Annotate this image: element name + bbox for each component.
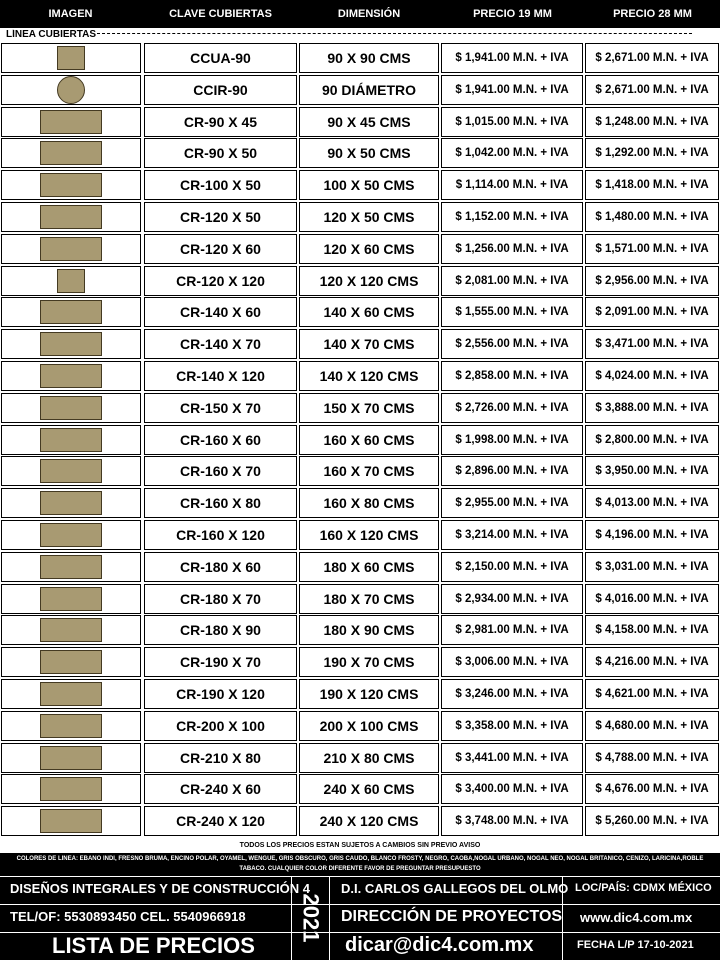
price-28mm: $ 4,196.00 M.N. + IVA [585,520,719,550]
product-image-cell [1,170,141,200]
location: LOC/PAÍS: CDMX MÉXICO [575,882,712,894]
product-image-cell [1,75,141,105]
product-key: CR-140 X 70 [144,329,297,359]
price-19mm: $ 2,150.00 M.N. + IVA [441,552,583,582]
product-thumbnail [40,491,102,515]
product-dimension: 240 X 120 CMS [299,806,439,836]
product-key: CR-140 X 120 [144,361,297,391]
product-thumbnail [40,777,102,801]
price-19mm: $ 3,214.00 M.N. + IVA [441,520,583,550]
table-row [0,520,720,550]
product-thumbnail [57,76,85,104]
footer-divider [0,876,720,877]
price-19mm: $ 3,400.00 M.N. + IVA [441,774,583,804]
table-row [0,743,720,773]
product-key: CR-180 X 60 [144,552,297,582]
colors-note: COLORES DE LINEA: EBANO INDI, FRESNO BRUMA, ENCINO POLAR, OYAMEL, WENGUE, GRIS OBSCURO, GRIS CAUDO, BLANCO FROSTY, NEGRO, CAOBA,NOGAL URBANO, NOGAL NEO, NOGAL BRITANICO, CENIZO, LARICINA,ROBLE TABACO. CUALQUIER COLOR DIFERENTE FAVOR DE PREGUNTAR PRESUPUESTO [16,856,704,872]
product-thumbnail [40,173,102,197]
product-thumbnail [40,714,102,738]
product-image-cell [1,456,141,486]
product-image-cell [1,107,141,137]
product-key: CR-160 X 60 [144,425,297,455]
product-dimension: 120 X 50 CMS [299,202,439,232]
product-key: CR-120 X 50 [144,202,297,232]
price-19mm: $ 1,998.00 M.N. + IVA [441,425,583,455]
product-thumbnail [40,459,102,483]
footer-divider [0,904,720,905]
table-row [0,615,720,645]
table-row [0,266,720,296]
product-dimension: 190 X 70 CMS [299,647,439,677]
product-dimension: 140 X 120 CMS [299,361,439,391]
product-image-cell [1,234,141,264]
product-key: CR-190 X 120 [144,679,297,709]
product-thumbnail [40,555,102,579]
product-image-cell [1,361,141,391]
product-image-cell [1,615,141,645]
product-key: CR-160 X 80 [144,488,297,518]
product-key: CR-240 X 120 [144,806,297,836]
price-19mm: $ 1,555.00 M.N. + IVA [441,297,583,327]
product-dimension: 190 X 120 CMS [299,679,439,709]
table-row [0,425,720,455]
table-row [0,711,720,741]
price-28mm: $ 2,671.00 M.N. + IVA [585,43,719,73]
product-image-cell [1,552,141,582]
price-19mm: $ 1,941.00 M.N. + IVA [441,43,583,73]
product-dimension: 160 X 70 CMS [299,456,439,486]
section-divider [97,33,692,34]
website-link[interactable]: www.dic4.com.mx [580,910,693,925]
price-19mm: $ 1,015.00 M.N. + IVA [441,107,583,137]
product-image-cell [1,297,141,327]
product-image-cell [1,43,141,73]
price-28mm: $ 4,788.00 M.N. + IVA [585,743,719,773]
price-28mm: $ 2,800.00 M.N. + IVA [585,425,719,455]
table-row [0,234,720,264]
price-19mm: $ 3,006.00 M.N. + IVA [441,647,583,677]
product-key: CR-100 X 50 [144,170,297,200]
price-28mm: $ 4,158.00 M.N. + IVA [585,615,719,645]
price-28mm: $ 1,571.00 M.N. + IVA [585,234,719,264]
email-link[interactable]: dicar@dic4.com.mx [345,934,534,956]
price-28mm: $ 4,216.00 M.N. + IVA [585,647,719,677]
price-19mm: $ 2,934.00 M.N. + IVA [441,584,583,614]
section-title [6,29,692,43]
price-28mm: $ 2,671.00 M.N. + IVA [585,75,719,105]
price-19mm: $ 2,081.00 M.N. + IVA [441,266,583,296]
product-key: CR-150 X 70 [144,393,297,423]
price-19mm: $ 2,896.00 M.N. + IVA [441,456,583,486]
department-name: DIRECCIÓN DE PROYECTOS [341,908,563,925]
product-dimension: 160 X 60 CMS [299,425,439,455]
price-28mm: $ 1,480.00 M.N. + IVA [585,202,719,232]
price-28mm: $ 3,950.00 M.N. + IVA [585,456,719,486]
price-19mm: $ 2,858.00 M.N. + IVA [441,361,583,391]
footer-divider [329,876,330,960]
product-thumbnail [40,364,102,388]
product-image-cell [1,202,141,232]
price-28mm: $ 3,471.00 M.N. + IVA [585,329,719,359]
product-image-cell [1,488,141,518]
product-key: CR-160 X 70 [144,456,297,486]
table-row [0,361,720,391]
product-key: CCUA-90 [144,43,297,73]
product-thumbnail [40,205,102,229]
product-key: CR-90 X 50 [144,138,297,168]
product-key: CR-180 X 70 [144,584,297,614]
product-thumbnail [40,650,102,674]
price-19mm: $ 2,556.00 M.N. + IVA [441,329,583,359]
product-key: CR-120 X 120 [144,266,297,296]
price-19mm: $ 1,941.00 M.N. + IVA [441,75,583,105]
product-thumbnail [40,237,102,261]
product-thumbnail [40,523,102,547]
table-row [0,170,720,200]
price-19mm: $ 3,748.00 M.N. + IVA [441,806,583,836]
table-row [0,584,720,614]
product-image-cell [1,679,141,709]
product-thumbnail [40,587,102,611]
product-image-cell [1,520,141,550]
product-dimension: 180 X 70 CMS [299,584,439,614]
product-key: CCIR-90 [144,75,297,105]
price-19mm: $ 3,246.00 M.N. + IVA [441,679,583,709]
product-key: CR-120 X 60 [144,234,297,264]
price-19mm: $ 1,114.00 M.N. + IVA [441,170,583,200]
product-key: CR-160 X 120 [144,520,297,550]
product-dimension: 120 X 120 CMS [299,266,439,296]
header-image: IMAGEN [48,8,93,20]
price-19mm: $ 1,042.00 M.N. + IVA [441,138,583,168]
product-image-cell [1,774,141,804]
price-28mm: $ 2,956.00 M.N. + IVA [585,266,719,296]
price-19mm: $ 1,152.00 M.N. + IVA [441,202,583,232]
product-dimension: 90 X 90 CMS [299,43,439,73]
year-text: 2021 [298,893,324,943]
table-row [0,806,720,836]
price-19mm: $ 3,358.00 M.N. + IVA [441,711,583,741]
product-image-cell [1,138,141,168]
product-dimension: 140 X 70 CMS [299,329,439,359]
director-name: D.I. CARLOS GALLEGOS DEL OLMO [341,881,569,896]
product-key: CR-240 X 60 [144,774,297,804]
price-19mm: $ 2,981.00 M.N. + IVA [441,615,583,645]
list-title: LISTA DE PRECIOS [52,933,255,958]
product-thumbnail [40,746,102,770]
header-price-28: PRECIO 28 MM [613,8,692,20]
product-dimension: 180 X 60 CMS [299,552,439,582]
table-row [0,138,720,168]
product-key: CR-180 X 90 [144,615,297,645]
price-19mm: $ 3,441.00 M.N. + IVA [441,743,583,773]
list-date: FECHA L/P 17-10-2021 [577,939,694,951]
product-dimension: 160 X 80 CMS [299,488,439,518]
product-thumbnail [40,396,102,420]
table-row [0,679,720,709]
product-dimension: 200 X 100 CMS [299,711,439,741]
product-image-cell [1,584,141,614]
product-thumbnail [40,618,102,642]
price-19mm: $ 2,726.00 M.N. + IVA [441,393,583,423]
product-image-cell [1,711,141,741]
product-image-cell [1,425,141,455]
phone-numbers: TEL/OF: 5530893450 CEL. 5540966918 [10,909,246,924]
table-row [0,456,720,486]
product-key: CR-190 X 70 [144,647,297,677]
table-row [0,488,720,518]
price-28mm: $ 2,091.00 M.N. + IVA [585,297,719,327]
table-row [0,774,720,804]
product-thumbnail [40,428,102,452]
product-thumbnail [40,141,102,165]
product-dimension: 240 X 60 CMS [299,774,439,804]
price-28mm: $ 4,013.00 M.N. + IVA [585,488,719,518]
price-28mm: $ 4,676.00 M.N. + IVA [585,774,719,804]
product-image-cell [1,329,141,359]
product-thumbnail [40,110,102,134]
product-image-cell [1,647,141,677]
price-28mm: $ 3,031.00 M.N. + IVA [585,552,719,582]
price-28mm: $ 4,016.00 M.N. + IVA [585,584,719,614]
table-row [0,107,720,137]
product-dimension: 210 X 80 CMS [299,743,439,773]
price-notice: TODOS LOS PRECIOS ESTAN SUJETOS A CAMBIOS SIN PREVIO AVISO [239,842,481,849]
product-dimension: 140 X 60 CMS [299,297,439,327]
header-dimension: DIMENSIÓN [337,8,401,20]
product-dimension: 90 X 45 CMS [299,107,439,137]
product-key: CR-200 X 100 [144,711,297,741]
price-19mm: $ 1,256.00 M.N. + IVA [441,234,583,264]
year-label [291,876,329,960]
product-thumbnail [57,269,85,293]
product-dimension: 90 X 50 CMS [299,138,439,168]
table-row [0,552,720,582]
product-image-cell [1,266,141,296]
price-28mm: $ 3,888.00 M.N. + IVA [585,393,719,423]
table-row [0,202,720,232]
price-28mm: $ 1,418.00 M.N. + IVA [585,170,719,200]
product-thumbnail [57,46,85,70]
product-dimension: 180 X 90 CMS [299,615,439,645]
product-dimension: 90 DIÁMETRO [299,75,439,105]
header-price-19: PRECIO 19 MM [473,8,552,20]
product-thumbnail [40,332,102,356]
product-thumbnail [40,682,102,706]
product-dimension: 100 X 50 CMS [299,170,439,200]
product-dimension: 150 X 70 CMS [299,393,439,423]
price-28mm: $ 4,024.00 M.N. + IVA [585,361,719,391]
product-key: CR-90 X 45 [144,107,297,137]
product-key: CR-210 X 80 [144,743,297,773]
price-28mm: $ 1,248.00 M.N. + IVA [585,107,719,137]
table-header [0,0,720,28]
table-row [0,329,720,359]
price-28mm: $ 5,260.00 M.N. + IVA [585,806,719,836]
price-28mm: $ 4,680.00 M.N. + IVA [585,711,719,741]
section-title-text: LÍNEA CUBIERTAS [6,29,96,40]
company-name: DISEÑOS INTEGRALES Y DE CONSTRUCCIÓN 4 [10,881,311,896]
product-image-cell [1,806,141,836]
header-key: CLAVE CUBIERTAS [169,8,272,20]
product-key: CR-140 X 60 [144,297,297,327]
table-row [0,393,720,423]
price-19mm: $ 2,955.00 M.N. + IVA [441,488,583,518]
price-28mm: $ 4,621.00 M.N. + IVA [585,679,719,709]
product-image-cell [1,743,141,773]
table-row [0,75,720,105]
table-row [0,647,720,677]
product-dimension: 160 X 120 CMS [299,520,439,550]
product-image-cell [1,393,141,423]
product-dimension: 120 X 60 CMS [299,234,439,264]
product-thumbnail [40,300,102,324]
table-row [0,297,720,327]
product-thumbnail [40,809,102,833]
price-28mm: $ 1,292.00 M.N. + IVA [585,138,719,168]
table-row [0,43,720,73]
